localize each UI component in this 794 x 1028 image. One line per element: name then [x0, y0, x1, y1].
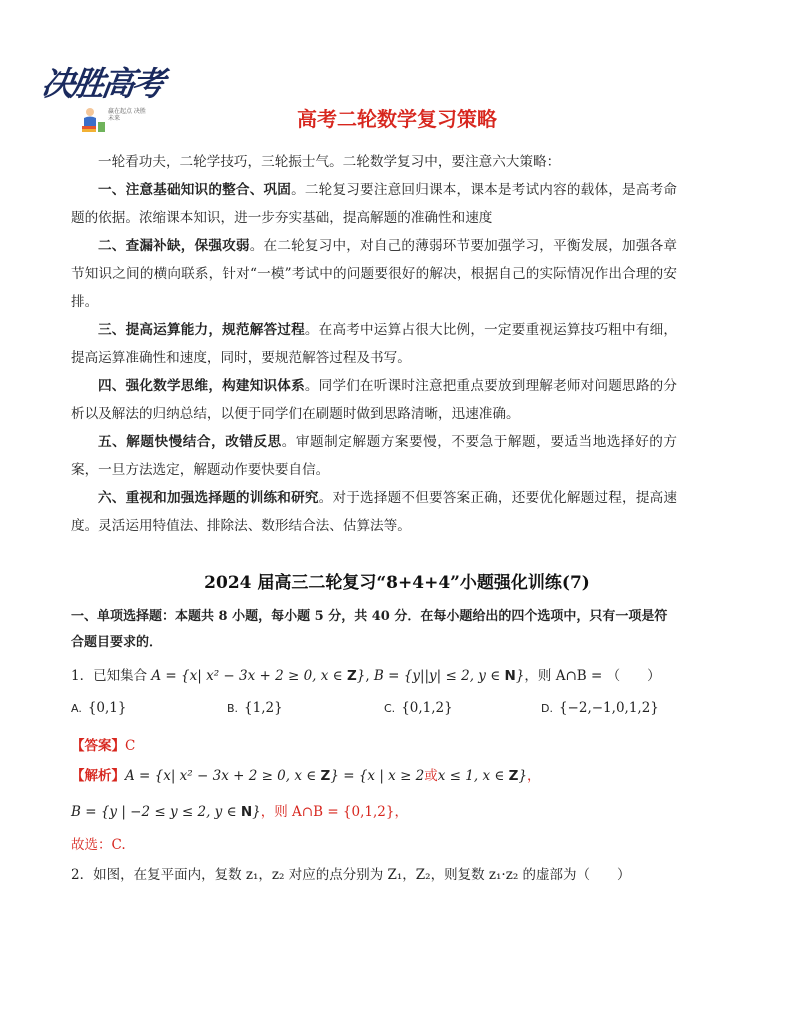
section-header: 一、单项选择题：本题共 8 小题，每小题 5 分，共 40 分．在每小题给出的四个选项中，只有一项是符合题目要求的．: [71, 609, 668, 650]
strategy-6: [71, 484, 677, 540]
q1-option-c: C. {0,1,2}: [384, 700, 453, 716]
q1-answer: [71, 734, 135, 754]
q1-ask: ，则 A∩B = （ ）: [524, 668, 661, 684]
strategy-5-heading: 五、解题快慢结合，改错反思: [98, 434, 282, 450]
question-2: 2．如图，在复平面内，复数 z₁，z₂ 对应的点分别为 Z₁，Z₂，则复数 z₁·z₂ 的虚部为（ ）: [71, 867, 631, 883]
q1-conclusion: 故选：C.: [71, 837, 126, 853]
strategy-1-text: 。二轮复习要注意回归课本，课本是考试内容的载体，是高考命题的依据。浓缩课本知识，进一步夯实基础，提高解题的准确性和速度: [71, 182, 678, 226]
q1-prefix: 1．已知集合: [71, 668, 148, 684]
q1-option-d: D. {−2,−1,0,1,2}: [541, 700, 659, 716]
intro-paragraph: 一轮看功夫，二轮学技巧，三轮振士气。二轮数学复习中，要注意六大策略：: [98, 154, 561, 170]
strategy-4: [71, 372, 677, 428]
strategy-4-heading: 四、强化数学思维，构建知识体系: [98, 378, 305, 394]
q1-option-a: A. {0,1}: [71, 700, 127, 716]
strategy-1: [71, 176, 677, 232]
strategy-2: [71, 232, 677, 316]
strategy-2-text: 。在二轮复习中，对自己的薄弱环节要加强学习，平衡发展，加强各章节知识之间的横向联系，针对“一模”考试中的问题要很好的解决，根据自己的实际情况作出合理的安排。: [71, 238, 678, 310]
q1-set-n: N: [504, 668, 516, 684]
question-1: 1．已知集合 A = {x| x² − 3x + 2 ≥ 0, x ∈ Z}, B = {y||y| ≤ 2, y ∈ N}，则 A∩B = （ ）: [71, 668, 661, 684]
strategy-3-heading: 三、提高运算能力，规范解答过程: [98, 322, 305, 338]
logo-subtitle: 赢在起点 决胜未来: [108, 108, 146, 122]
q1-answer-label: 【答案】: [71, 738, 125, 754]
strategy-1-heading: 一、注意基础知识的整合、巩固: [98, 182, 292, 198]
strategy-6-text: 。对于选择题不但要答案正确，还要优化解题过程，提高速度。灵活运用特值法、排除法、数形结合法、估算法等。: [71, 490, 678, 534]
page-title: 高考二轮数学复习策略: [297, 107, 497, 131]
strategy-4-text: 。同学们在听课时注意把重点要放到理解老师对问题思路的分析以及解法的归纳总结，以便于同学们在刷题时做到思路清晰，迅速准确。: [71, 378, 678, 422]
strategy-3-text: 。在高考中运算占很大比例，一定要重视运算技巧粗中有细，提高运算准确性和速度，同时，要规范解答过程及书写。: [71, 322, 678, 366]
q1-set-a: A = {x| x² − 3x + 2 ≥ 0, x ∈: [151, 668, 347, 684]
strategy-2-heading: 二、查漏补缺，保强攻弱: [98, 238, 250, 254]
q1-analysis-line-2: B = {y | −2 ≤ y ≤ 2, y ∈ N}，则 A∩B = {0,1,2}，: [71, 804, 408, 820]
q1-analysis-label: 【解析】: [71, 768, 125, 784]
q1-set-b: B = {y||y| ≤ 2, y ∈: [373, 668, 505, 684]
strategy-3: [71, 316, 677, 372]
q1-analysis-line-1: 【解析】A = {x| x² − 3x + 2 ≥ 0, x ∈ Z} = {x | x ≥ 2或x ≤ 1, x ∈ Z}，: [71, 768, 541, 784]
q1-set-z: Z: [346, 668, 357, 684]
strategy-5-text: 。审题制定解题方案要慢，不要急于解题，要适当地选择好的方案，一旦方法选定，解题动作要快要自信。: [71, 434, 678, 478]
q1-answer-value: C: [125, 738, 136, 754]
strategy-6-heading: 六、重视和加强选择题的训练和研究: [98, 490, 319, 506]
logo-text: 决胜高考: [38, 64, 165, 103]
exercise-title: 2024 届高三二轮复习“8+4+4”小题强化训练(7): [204, 573, 590, 593]
strategy-5: [71, 428, 677, 484]
q1-option-b: B. {1,2}: [227, 700, 283, 716]
